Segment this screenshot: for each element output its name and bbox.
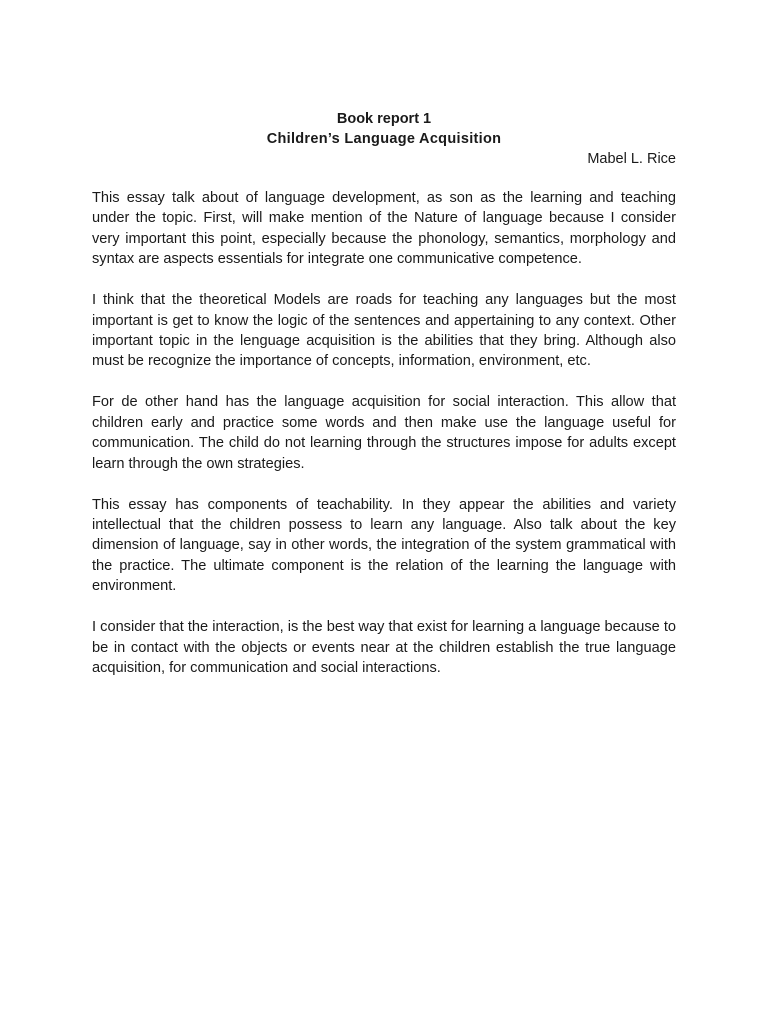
paragraph-5: I consider that the interaction, is the best way that exist for learning a language because to be in contact with the objects or events near at the children establish the true language acquisition, for communication and social interactions. [92,619,676,677]
document-title: Book report 1 [336,111,432,127]
paragraph-4: This essay has components of teachability. In they appear the abilities and variety intellectual that the children possess to learn any language. Also talk about the key dimension of language, say in other words, the integration of the system grammatical with the practice. The ultimate component is the relation of the learning the language with environment. [92,496,676,595]
paragraph-1: This essay talk about of language development, as son as the learning and teaching under the topic. First, will make mention of the Nature of language because I consider very important this point, especially because the phonology, semantics, morphology and syntax are aspects essentials for integrate one communicative competence. [92,190,676,268]
document-header [92,109,676,169]
document-author: Mabel L. Rice [587,151,676,167]
paragraph-3: For de other hand has the language acquisition for social interaction. This allow that children early and practice some words and then make use the language useful for communication. The child do not learning through the structures impose for adults except learn through the own strategies. [92,394,676,472]
document-body [92,188,676,699]
document-subtitle: Children’s Language Acquisition [266,131,502,147]
paragraph-2: I think that the theoretical Models are roads for teaching any languages but the most important is get to know the logic of the sentences and appertaining to any context. Other important topic in the lenguage acquisition is the abilities that they bring. Although also must be recognize the importance of concepts, information, environment, etc. [92,292,676,370]
